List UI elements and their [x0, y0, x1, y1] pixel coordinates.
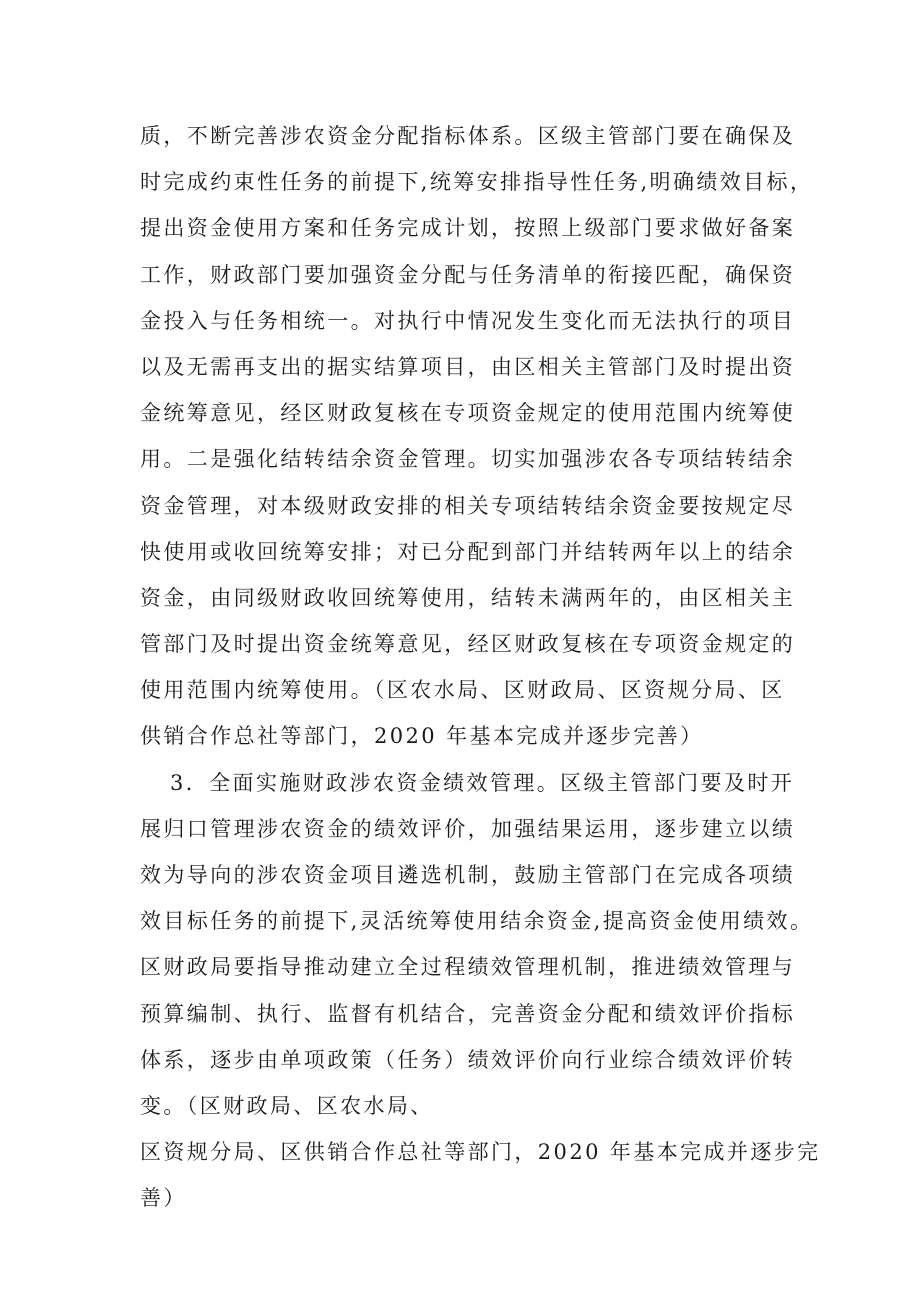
text-line: 快使用或收回统筹安排；对已分配到部门并结转两年以上的结余: [140, 539, 796, 564]
text-line: 质，不断完善涉农资金分配指标体系。区级主管部门要在确保及: [140, 124, 796, 148]
text-line: 资金，由同级财政收回统筹使用，结转未满两年的，由区相关主: [140, 585, 796, 610]
paragraph-heading-line: 3．全面实施财政涉农资金绩效管理。区级主管部门要及时开: [170, 770, 795, 795]
text-line: 区资规分局、区供销合作总社等部门，2020 年基本完成并逐步完: [140, 1140, 821, 1165]
text-line: 预算编制、执行、监督有机结合，完善资金分配和绩效评价指标: [140, 1001, 796, 1026]
text-line: 供销合作总社等部门，2020 年基本完成并逐步完善）: [140, 724, 704, 749]
text-line: 用。二是强化结转结余资金管理。切实加强涉农各专项结转结余: [140, 447, 796, 472]
text-line: 区财政局要指导推动建立全过程绩效管理机制，推进绩效管理与: [140, 955, 796, 980]
text-line: 善）: [140, 1186, 187, 1211]
text-line: 变。（区财政局、区农水局、: [140, 1093, 434, 1118]
text-line: 金统筹意见，经区财政复核在专项资金规定的使用范围内统筹使: [140, 401, 796, 426]
body-text: [140, 113, 820, 1222]
text-line: 体系，逐步由单项政策（任务）绩效评价向行业综合绩效评价转: [140, 1047, 796, 1072]
text-line: 以及无需再支出的据实结算项目，由区相关主管部门及时提出资: [140, 354, 796, 379]
text-line: 时完成约束性任务的前提下,统筹安排指导性任务,明确绩效目标，: [140, 170, 814, 195]
text-line: 提出资金使用方案和任务完成计划，按照上级部门要求做好备案: [140, 216, 796, 241]
text-line: 资金管理，对本级财政安排的相关专项结转结余资金要按规定尽: [140, 493, 796, 518]
text-line: 工作，财政部门要加强资金分配与任务清单的衔接匹配，确保资: [140, 262, 796, 287]
text-line: 展归口管理涉农资金的绩效评价，加强结果运用，逐步建立以绩: [140, 816, 796, 841]
text-line: 使用范围内统筹使用。（区农水局、区财政局、区资规分局、区: [140, 678, 785, 703]
text-line: 效目标任务的前提下,灵活统筹使用结余资金,提高资金使用绩效。: [140, 909, 814, 934]
text-line: 效为导向的涉农资金项目遴选机制，鼓励主管部门在完成各项绩: [140, 863, 796, 887]
text-line: 管部门及时提出资金统筹意见，经区财政复核在专项资金规定的: [140, 632, 796, 657]
text-line: 金投入与任务相统一。对执行中情况发生变化而无法执行的项目: [140, 308, 796, 333]
